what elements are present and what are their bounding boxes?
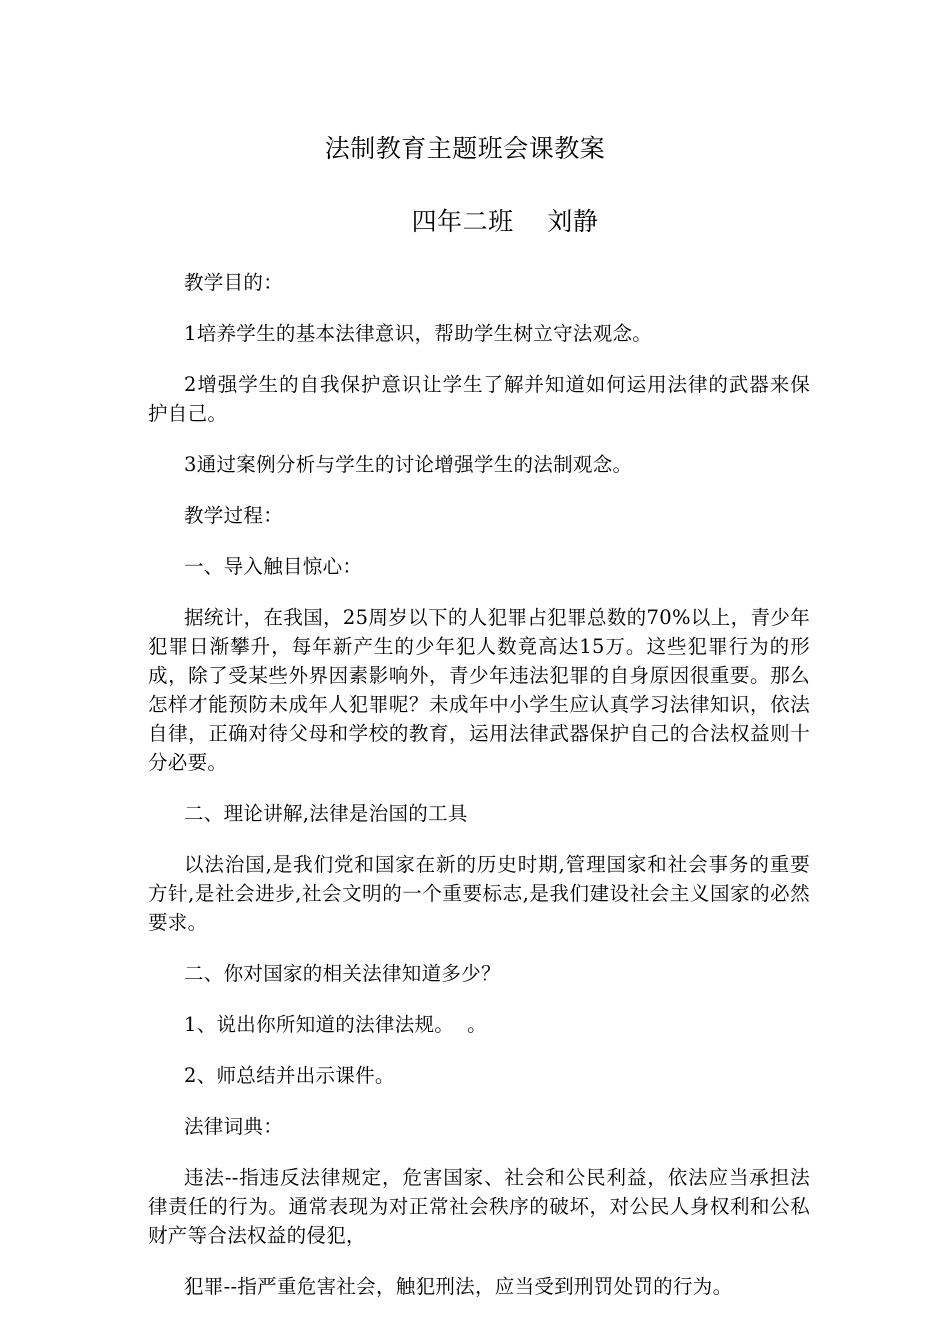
section-heading: 法律词典： [184,1115,284,1138]
objective-item: 3通过案例分析与学生的讨论增强学生的法制观念。 [184,453,633,476]
document-body [148,268,810,1323]
section-heading: 二、你对国家的相关法律知道多少？ [184,962,501,985]
section-heading-objectives: 教学目的： [184,271,284,294]
body-paragraph: 据统计，在我国，25周岁以下的人犯罪占犯罪总数的70%以上，青少年犯罪日渐攀升，每年新产生的少年犯人数竟高达15万。这些犯罪行为的形成，除了受某些外界因素影响外，青少年违法犯罪的自身原因很重要。那么怎样才能预防未成年人犯罪呢？未成年中小学生应认真学习法律知识，依法自律，正确对待父母和学校的教育，运用法律武器保护自己的合法权益则十分必要。 [148,606,810,774]
definition-paragraph: 违法--指违反法律规定，危害国家、社会和公民利益，依法应当承担法律责任的行为。通常表现为对正常社会秩序的破坏，对公民人身权利和公私财产等合法权益的侵犯， [148,1166,810,1247]
list-item: 2、师总结并出示课件。 [184,1064,395,1087]
document-subtitle: 四年二班 刘静 [411,207,599,236]
objective-item: 1培养学生的基本法律意识，帮助学生树立守法观念。 [184,322,653,345]
objective-item: 2增强学生的自我保护意识让学生了解并知道如何运用法律的武器来保护自己。 [148,373,810,425]
section-heading: 二、理论讲解,法律是治国的工具 [184,802,468,825]
section-heading: 一、导入触目惊心： [184,555,363,578]
body-paragraph: 以法治国,是我们党和国家在新的历史时期,管理国家和社会事务的重要方针,是社会进步,社会文明的一个重要标志,是我们建设社会主义国家的必然要求。 [148,853,810,934]
document-title: 法制教育主题班会课教案 [324,134,606,163]
definition-paragraph: 犯罪--指严重危害社会，触犯刑法，应当受到刑罚处罚的行为。 [184,1275,733,1298]
list-item: 1、说出你所知道的法律法规。 。 [184,1013,487,1036]
section-heading-process: 教学过程： [184,504,284,527]
